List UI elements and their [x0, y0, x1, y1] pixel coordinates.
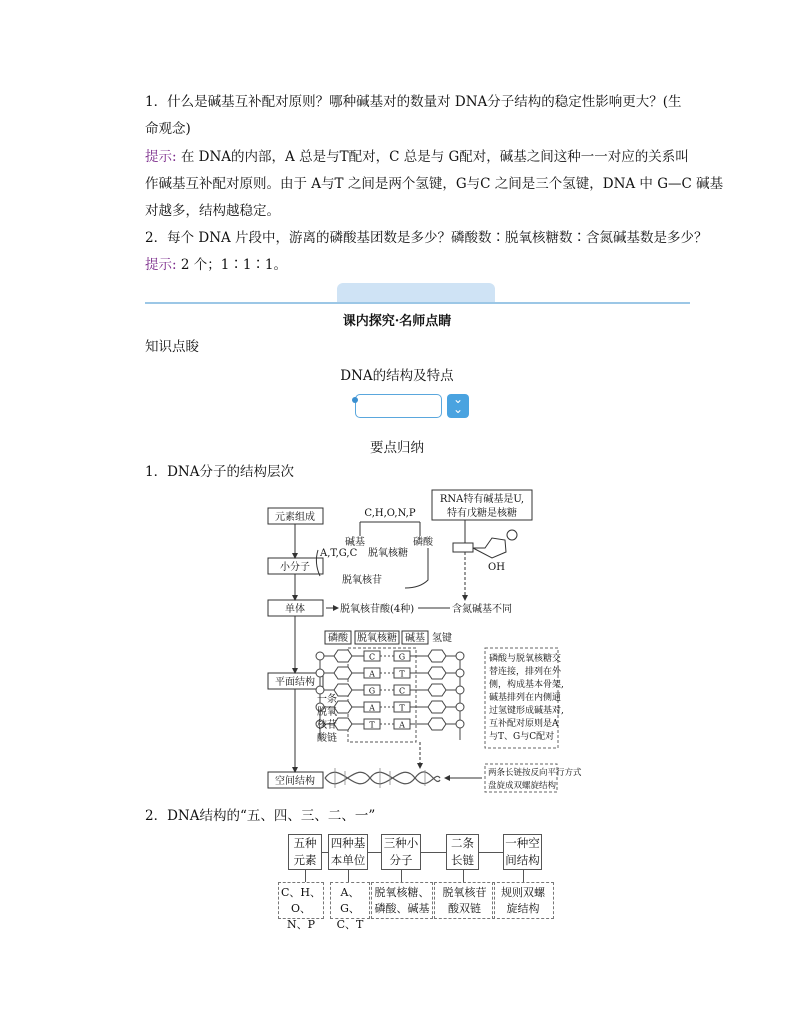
space-note-2: 盘旋成双螺旋结构	[488, 781, 557, 791]
topic-input-box[interactable]	[355, 394, 442, 418]
item-1-heading: 1．DNA分子的结构层次	[145, 464, 294, 480]
bullet-dot-icon	[352, 397, 358, 403]
structure-category-box: 二条 长链	[446, 834, 479, 870]
knowledge-point-label: 知识点睃	[145, 339, 199, 355]
chain-label-3: 核苷	[317, 720, 337, 731]
phosphate-circle	[316, 652, 324, 660]
plane-note-1: 磷酸与脱氧核糖交	[489, 654, 562, 664]
sugar-pentagon	[428, 650, 446, 662]
question-2-line-1: 2．每个 DNA 片段中，游离的磷酸基团数是多少？磷酸数∶脱氧核糖数∶含氮碱基数是多少？	[145, 230, 708, 246]
label-hbond: 氢键	[432, 633, 452, 644]
sugar-pentagon	[334, 667, 352, 679]
level-small-molecule: 小分子	[280, 562, 310, 573]
hint-label: 提示:	[145, 149, 177, 165]
plane-note-2: 替连接，排列在外	[489, 667, 562, 677]
plane-note-7: 与T、G与C配对	[489, 732, 555, 742]
structure-detail-box: 规则双螺 旋结构	[492, 882, 554, 919]
section-divider	[145, 302, 690, 304]
structure-detail-box: C、H、O、 N、P	[278, 882, 324, 919]
base-letter: G	[398, 652, 406, 662]
answer-1-text: 在 DNA的内部，A 总是与T配对，C 总是与 G配对，碱基之间这种一一对应的关系叫	[176, 149, 689, 165]
space-note-1: 两条长链按反向平行方式	[488, 768, 582, 778]
structure-category-box: 四种基 本单位	[328, 834, 368, 870]
phosphate-circle	[456, 703, 464, 711]
structure-detail-box: 脱氧核苷 酸双链	[434, 882, 495, 919]
structure-detail-box: 脱氧核糖、 磷酸、碱基	[371, 882, 433, 919]
base-letter: A	[399, 720, 405, 730]
sugar-oh: OH	[488, 562, 505, 573]
chain-label-4: 酸链	[317, 733, 337, 744]
topic-title: DNA的结构及特点	[340, 368, 454, 384]
structure-category-box: 一种空 间结构	[503, 834, 542, 870]
monomer-label: 脱氧核苷酸(4种)	[340, 604, 415, 615]
sugar-pentagon	[428, 701, 446, 713]
base-letter: A	[369, 669, 375, 679]
expand-chevron-icon[interactable]: ⌄ ⌄	[447, 394, 469, 418]
hint-label: 提示:	[145, 257, 177, 273]
base-letter: G	[368, 686, 376, 696]
section-title: 课内探究·名师点睛	[342, 314, 452, 329]
chain-label-2: 脱氧	[317, 707, 337, 718]
monomer-note: 含氮碱基不同	[452, 604, 512, 615]
base-letter: A	[369, 703, 375, 713]
rna-note-2: 特有戊糖是核糖	[447, 508, 517, 519]
base-letter: T	[399, 703, 405, 713]
structure-detail-box: A、G、 C、T	[330, 882, 370, 919]
base-letter: C	[368, 652, 376, 662]
answer-1-line-2: 作碱基互补配对原则。由于 A与T 之间是两个氢键，G与C 之间是三个氢键，DNA 中 G—C 碱基	[145, 176, 724, 192]
plane-note-4: 碱基排列在内侧通	[489, 693, 562, 703]
answer-2-text: 2 个；1∶1∶1。	[176, 257, 288, 273]
answer-1-line-1	[145, 147, 689, 167]
sugar-pentagon	[334, 650, 352, 662]
deoxyribose-label: 脱氧核糖	[368, 548, 408, 559]
elements-text: C,H,O,N,P	[364, 508, 416, 519]
answer-1-line-3: 对越多，结构越稳定。	[145, 203, 280, 219]
level-elements: 元素组成	[275, 512, 315, 523]
question-1-line-2: 命观念)	[145, 121, 191, 137]
level-plane: 平面结构	[275, 677, 315, 688]
base-label: 碱基	[345, 537, 365, 548]
question-1-line-1: 1．什么是碱基互补配对原则？哪种碱基对的数量对 DNA分子结构的稳定性影响更大？(生	[145, 94, 682, 110]
label-base: 碱基	[405, 633, 425, 644]
phosphate-label: 磷酸	[413, 537, 433, 548]
sugar-pentagon	[428, 718, 446, 730]
structure-category-box: 三种小 分子	[381, 834, 421, 870]
level-space: 空间结构	[275, 776, 315, 787]
level-monomer: 单体	[285, 604, 305, 615]
label-deoxyribose: 脱氧核糖	[357, 633, 397, 644]
nucleoside-label: 脱氧核苷	[342, 575, 382, 586]
answer-2	[145, 255, 287, 275]
base-letter: C	[398, 686, 406, 696]
phosphate-circle	[316, 686, 324, 694]
sugar-pentagon	[428, 667, 446, 679]
plane-note-6: 互补配对原则是A	[489, 719, 559, 729]
dna-structure-diagram	[260, 488, 582, 798]
item-2-heading: 2．DNA结构的“五、四、三、二、一”	[145, 808, 376, 824]
phosphate-circle	[456, 669, 464, 677]
base-letter: T	[399, 669, 405, 679]
double-helix-image	[325, 768, 440, 788]
phosphate-circle	[456, 720, 464, 728]
base-types: A,T,G,C	[320, 548, 358, 559]
plane-note-5: 过氢键形成碱基对,	[489, 706, 564, 716]
phosphate-circle	[456, 652, 464, 660]
key-points-heading: 要点归纳	[370, 440, 424, 456]
plane-note-3: 侧，构成基本骨架,	[489, 680, 564, 690]
structure-category-box: 五种 元素	[288, 834, 322, 870]
sugar-pentagon	[428, 684, 446, 696]
base-letter: T	[369, 720, 375, 730]
chain-label-1: 一条	[317, 694, 337, 705]
label-phosphate: 磷酸	[328, 633, 348, 644]
section-banner-tab	[337, 283, 495, 303]
rna-note-1: RNA特有碱基是U,	[439, 494, 525, 505]
phosphate-circle	[456, 686, 464, 694]
phosphate-circle	[316, 669, 324, 677]
